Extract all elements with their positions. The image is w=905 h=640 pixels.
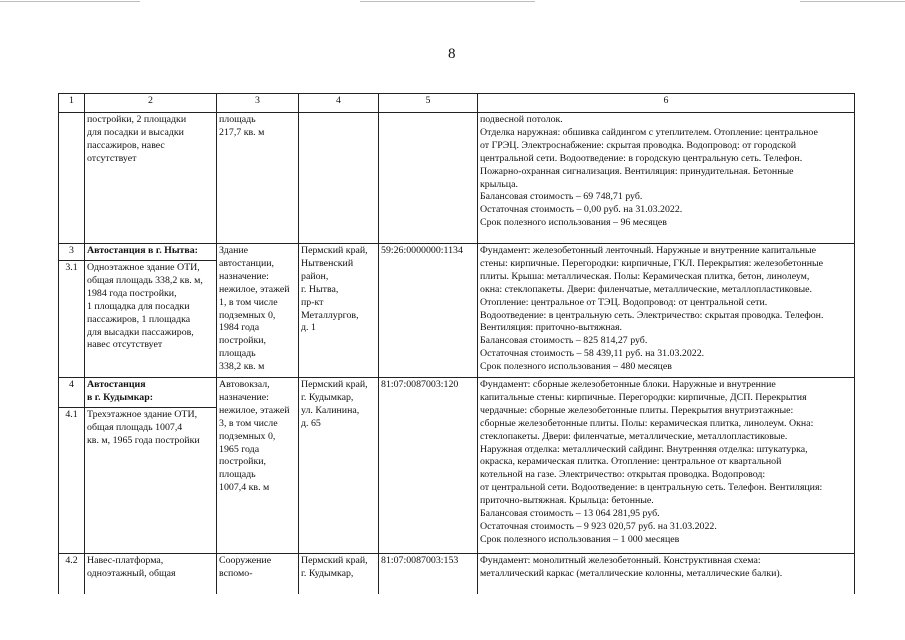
row-3 bbox=[59, 244, 855, 261]
row-3-num: 3 bbox=[59, 244, 85, 261]
continued-characteristics: подвесной потолок. Отделка наружная: обшивка сайдингом с утеплителем. Отопление: центральное от ГРЭЦ. Электроснабжение: скрытая проводка. Водопровод: от городской центральной сети. Водоотведение: в городскую центральную сеть. Телефон. Пожарно-охранная сигнализация. Вентиляция: принудительная. Бетонные крыльца. Балансовая стоимость – 69 748,71 руб. Остаточная стоимость – 0,00 руб. на 31.03.2022. Срок полезного использования – 96 месяцев bbox=[478, 113, 855, 244]
row-4-2-num: 4.2 bbox=[59, 554, 85, 594]
row-4-2 bbox=[59, 554, 855, 594]
continued-description: постройки, 2 площадки для посадки и высадки пассажиров, навес отсутствует bbox=[85, 113, 217, 244]
row-4-2-characteristics: Фундамент: монолитный железобетонный. Конструктивная схема: металлический каркас (металлические колонны, металлические балки). bbox=[478, 554, 855, 594]
row-3-1-description: Одноэтажное здание ОТИ, общая площадь 338,2 кв. м, 1984 года постройки, 1 площадка для посадки пассажиров, 1 площадка для высадки пассажиров, навес отсутствует bbox=[85, 261, 217, 378]
column-header-1: 1 bbox=[59, 94, 85, 113]
continued-num bbox=[59, 113, 85, 244]
row-3-designation: Здание автостанции, назначение: нежилое, этажей 1, в том числе подземных 0, 1984 года постройки, площадь 338,2 кв. м bbox=[217, 244, 299, 378]
property-table bbox=[58, 93, 855, 594]
column-header-row bbox=[59, 94, 855, 113]
column-header-3: 3 bbox=[217, 94, 299, 113]
continued-designation: площадь 217,7 кв. м bbox=[217, 113, 299, 244]
row-3-characteristics: Фундамент: железобетонный ленточный. Наружные и внутренние капитальные стены: кирпичные. Перегородки: кирпичные, ГКЛ. Перекрытия: железобетонные плиты. Крыша: металлическая. Полы: Керамическая плитка, бетон, линолеум, окна: стеклопакеты. Двери: филенчатые, металлические, металлопластиковые. Отопление: центральное от ТЭЦ. Водопровод: от центральной сети. Водоотведение: в центральную сеть. Электричество: скрытая проводка. Телефон. Вентиляция: приточно-вытяжная. Балансовая стоимость – 825 814,27 руб. Остаточная стоимость – 58 439,11 руб. на 31.03.2022. Срок полезного использования – 480 месяцев bbox=[478, 244, 855, 378]
top-rule-middle bbox=[360, 1, 535, 2]
top-rule-left bbox=[0, 1, 140, 2]
column-header-4: 4 bbox=[299, 94, 379, 113]
row-4-1-description: Трехэтажное здание ОТИ, общая площадь 1007,4 кв. м, 1965 года постройки bbox=[85, 408, 217, 554]
row-3-title: Автостанция в г. Нытва: bbox=[85, 244, 217, 261]
row-4-1-num: 4.1 bbox=[59, 408, 85, 554]
column-header-2: 2 bbox=[85, 94, 217, 113]
row-4-designation: Автовокзал, назначение: нежилое, этажей 3, в том числе подземных 0, 1965 года постройки, площадь 1007,4 кв. м bbox=[217, 378, 299, 554]
row-3-address: Пермский край, Нытвенский район, г. Нытва, пр-кт Металлургов, д. 1 bbox=[299, 244, 379, 378]
row-4-characteristics: Фундамент: сборные железобетонные блоки. Наружные и внутренние капитальные стены: кирпичные. Перегородки: кирпичные, ДСП. Перекрытия чердачные: сборные железобетонные плиты. Перекрытия внутриэтажные: сборные железобетонные плиты. Полы: керамическая плитка, линолеум. Окна: стеклопакеты. Двери: филенчатые, металлические, металлопластиковые. Наружная отделка: металлический сайдинг. Внутренняя отделка: штукатурка, окраска, керамическая плитка. Отопление: центральное от квартальной котельной на газе. Электричество: открытая проводка. Водопровод: от центральной сети. Водоотведение: в центральную сеть. Телефон. Вентиляция: приточно-вытяжная. Крыльца: бетонные. Балансовая стоимость – 13 064 281,95 руб. Остаточная стоимость – 9 923 020,57 руб. на 31.03.2022. Срок полезного использования – 1 000 месяцев bbox=[478, 378, 855, 554]
continued-row bbox=[59, 113, 855, 244]
row-4-num: 4 bbox=[59, 378, 85, 408]
row-4-address: Пермский край, г. Кудымкар, ул. Калинина, д. 65 bbox=[299, 378, 379, 554]
row-3-1-num: 3.1 bbox=[59, 261, 85, 378]
row-4-2-cadastral-number: 81:07:0087003:153 bbox=[379, 554, 478, 594]
row-4-2-address: Пермский край, г. Кудымкар, bbox=[299, 554, 379, 594]
continued-address bbox=[299, 113, 379, 244]
row-4-title: Автостанция в г. Кудымкар: bbox=[85, 378, 217, 408]
column-header-6: 6 bbox=[478, 94, 855, 113]
row-3-cadastral-number: 59:26:0000000:1134 bbox=[379, 244, 478, 378]
page-number: 8 bbox=[448, 46, 456, 62]
column-header-5: 5 bbox=[379, 94, 478, 113]
row-4-2-description: Навес-платформа, одноэтажный, общая bbox=[85, 554, 217, 594]
row-4-cadastral-number: 81:07:0087003:120 bbox=[379, 378, 478, 554]
continued-cadastral bbox=[379, 113, 478, 244]
top-rule-right bbox=[800, 1, 905, 2]
row-4-2-designation: Сооружение вспомо- bbox=[217, 554, 299, 594]
row-4 bbox=[59, 378, 855, 408]
